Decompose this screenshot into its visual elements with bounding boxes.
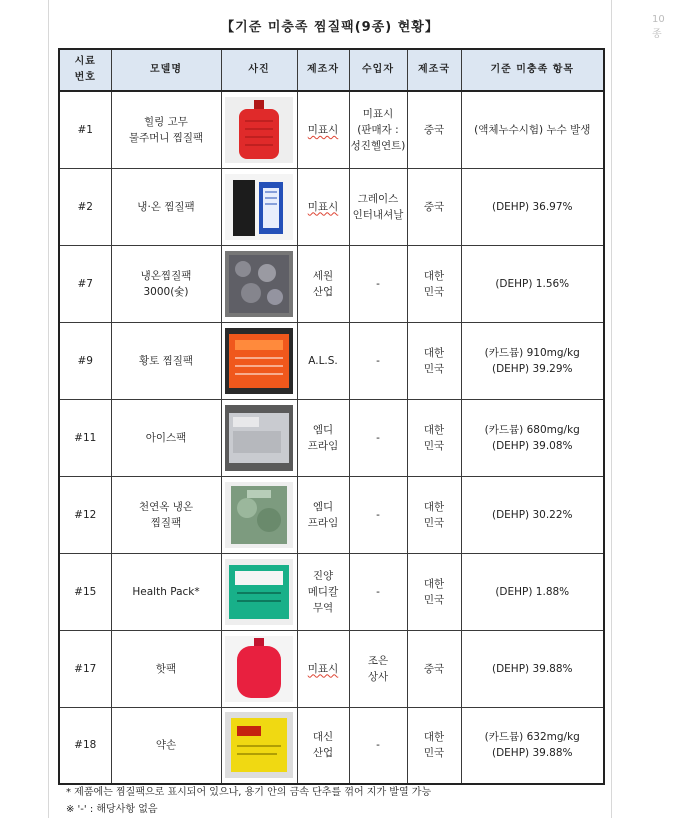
country-of-manufacture-text: 대한 민국 (423, 731, 445, 760)
nonconforming-items-text: (DEHP) 30.22% (491, 508, 573, 521)
manufacturer (297, 553, 349, 630)
page-title: 【기준 미충족 찜질팩(9종) 현황】 (221, 20, 439, 35)
footnote: * 제품에는 찜질팩으로 표시되어 있으나, 용기 안의 금속 단추를 꺾어 지가 발열 가능 (66, 787, 432, 798)
importer-text: 조은 상사 (367, 654, 389, 683)
sample-number (59, 322, 111, 399)
country-of-manufacture (407, 245, 461, 322)
sample-number-text: #9 (77, 354, 93, 367)
sample-number-text: #15 (74, 585, 97, 598)
product-photo (221, 399, 297, 476)
gray-ice-pack-image (225, 405, 293, 471)
sample-number (59, 476, 111, 553)
table-row (59, 168, 604, 245)
country-of-manufacture-text: 대한 민국 (423, 346, 445, 375)
red-water-bag-image (225, 97, 293, 163)
manufacturer-text: 미표시 (307, 123, 339, 136)
model-name-text: Health Pack* (132, 585, 200, 598)
country-of-manufacture-text: 중국 (423, 123, 445, 136)
column-header: 제조자 (297, 49, 349, 91)
model-name-text: 황토 찜질팩 (138, 354, 194, 367)
model-name (111, 707, 221, 784)
nonconforming-items (461, 553, 604, 630)
nonconforming-items-text: (DEHP) 1.88% (495, 585, 570, 598)
importer-text: - (376, 508, 380, 521)
nonconforming-items (461, 168, 604, 245)
importer (349, 322, 407, 399)
model-name-text: 냉온찜질팩 3000(숯) (140, 269, 192, 298)
column-header: 수입자 (349, 49, 407, 91)
nonconforming-items-text: (카드뮴) 680mg/kg (DEHP) 39.08% (484, 423, 580, 452)
model-name-text: 천연옥 냉온 찜질팩 (138, 500, 194, 529)
table-row (59, 245, 604, 322)
product-photo (221, 476, 297, 553)
footnote: ※ '-' : 해당사항 없음 (66, 804, 158, 815)
model-name-text: 아이스팩 (145, 431, 187, 444)
manufacturer-text: 세원 산업 (312, 269, 334, 298)
gray-gel-pack-image (225, 251, 293, 317)
model-name (111, 245, 221, 322)
country-of-manufacture (407, 322, 461, 399)
country-of-manufacture-text: 중국 (423, 200, 445, 213)
manufacturer-text: A.L.S. (308, 354, 338, 367)
nonconforming-items-text: (카드뮴) 632mg/kg (DEHP) 39.88% (484, 731, 580, 760)
red-hot-water-bag-image (225, 636, 293, 702)
country-of-manufacture (407, 399, 461, 476)
importer-text: - (376, 277, 380, 290)
nonconforming-items-text: (DEHP) 39.88% (491, 662, 573, 675)
page-marker: 10 종 (652, 14, 665, 40)
orange-gel-pack-image (225, 328, 293, 394)
importer-text: - (376, 585, 380, 598)
model-name (111, 476, 221, 553)
importer (349, 168, 407, 245)
manufacturer (297, 476, 349, 553)
country-of-manufacture (407, 707, 461, 784)
country-of-manufacture-text: 대한 민국 (423, 500, 445, 529)
nonconforming-items (461, 399, 604, 476)
sample-number (59, 245, 111, 322)
country-of-manufacture (407, 630, 461, 707)
importer-text: - (376, 431, 380, 444)
manufacturer (297, 399, 349, 476)
sample-number-text: #18 (74, 739, 97, 752)
nonconforming-items (461, 476, 604, 553)
nonconforming-items (461, 707, 604, 784)
product-photo (221, 553, 297, 630)
importer (349, 476, 407, 553)
table-row (59, 553, 604, 630)
importer (349, 91, 407, 168)
sample-number (59, 91, 111, 168)
column-header: 기준 미충족 항목 (461, 49, 604, 91)
importer-text: - (376, 739, 380, 752)
sample-number (59, 707, 111, 784)
column-header: 사진 (221, 49, 297, 91)
sample-number-text: #1 (77, 123, 93, 136)
importer (349, 707, 407, 784)
model-name (111, 168, 221, 245)
green-jade-pack-image (225, 482, 293, 548)
manufacturer-text: 엠디 프라임 (307, 500, 339, 529)
product-photo (221, 707, 297, 784)
country-of-manufacture-text: 중국 (423, 662, 445, 675)
model-name (111, 91, 221, 168)
country-of-manufacture (407, 91, 461, 168)
product-photo (221, 630, 297, 707)
country-of-manufacture-text: 대한 민국 (423, 423, 445, 452)
yellow-pack-image (225, 712, 293, 778)
nonconforming-items (461, 630, 604, 707)
country-of-manufacture-text: 대한 민국 (423, 577, 445, 606)
table-row (59, 707, 604, 784)
column-header: 모델명 (111, 49, 221, 91)
sample-number-text: #7 (77, 277, 93, 290)
model-name (111, 630, 221, 707)
model-name-text: 핫팩 (155, 662, 177, 675)
sample-number (59, 399, 111, 476)
sample-number-text: #2 (77, 200, 93, 213)
nonconforming-items (461, 245, 604, 322)
nonconforming-items (461, 91, 604, 168)
table-row (59, 630, 604, 707)
manufacturer (297, 322, 349, 399)
product-photo (221, 91, 297, 168)
product-photo (221, 245, 297, 322)
sample-number-text: #12 (74, 508, 97, 521)
results-table (58, 48, 605, 785)
sample-number (59, 630, 111, 707)
importer (349, 245, 407, 322)
model-name (111, 553, 221, 630)
importer (349, 630, 407, 707)
manufacturer-text: 대신 산업 (312, 731, 334, 760)
country-of-manufacture (407, 476, 461, 553)
manufacturer (297, 91, 349, 168)
product-photo (221, 322, 297, 399)
table-header-row (59, 49, 604, 91)
nonconforming-items-text: (카드뮴) 910mg/kg (DEHP) 39.29% (484, 346, 580, 375)
model-name-text: 힐링 고무 물주머니 찜질팩 (128, 115, 204, 144)
product-photo (221, 168, 297, 245)
importer-text: 미표시 (판매자 : 성진헬연트) (350, 107, 406, 152)
sample-number (59, 553, 111, 630)
manufacturer (297, 245, 349, 322)
sample-number (59, 168, 111, 245)
model-name-text: 냉·온 찜질팩 (137, 200, 195, 213)
importer (349, 553, 407, 630)
country-of-manufacture (407, 168, 461, 245)
manufacturer-text: 진양 메디칼 무역 (307, 569, 339, 614)
table-row (59, 91, 604, 168)
table-row (59, 322, 604, 399)
column-header: 시료 번호 (59, 49, 111, 91)
manufacturer-text: 엠디 프라임 (307, 423, 339, 452)
sample-number-text: #17 (74, 662, 97, 675)
teal-health-pack-image (225, 559, 293, 625)
nonconforming-items-text: (DEHP) 1.56% (495, 277, 570, 290)
manufacturer (297, 707, 349, 784)
model-name-text: 약손 (155, 739, 177, 752)
table-row (59, 399, 604, 476)
model-name (111, 322, 221, 399)
column-header: 제조국 (407, 49, 461, 91)
nonconforming-items-text: (액체누수시험) 누수 발생 (474, 123, 591, 136)
document-page (48, 0, 612, 818)
manufacturer (297, 630, 349, 707)
table-row (59, 476, 604, 553)
manufacturer-text: 미표시 (307, 200, 339, 213)
model-name (111, 399, 221, 476)
country-of-manufacture (407, 553, 461, 630)
sample-number-text: #11 (74, 431, 97, 444)
country-of-manufacture-text: 대한 민국 (423, 269, 445, 298)
importer-text: 그레이스 인터내셔날 (352, 192, 404, 221)
importer-text: - (376, 354, 380, 367)
manufacturer (297, 168, 349, 245)
manufacturer-text: 미표시 (307, 662, 339, 675)
importer (349, 399, 407, 476)
nonconforming-items (461, 322, 604, 399)
black-blue-pack-image (225, 174, 293, 240)
nonconforming-items-text: (DEHP) 36.97% (491, 200, 573, 213)
